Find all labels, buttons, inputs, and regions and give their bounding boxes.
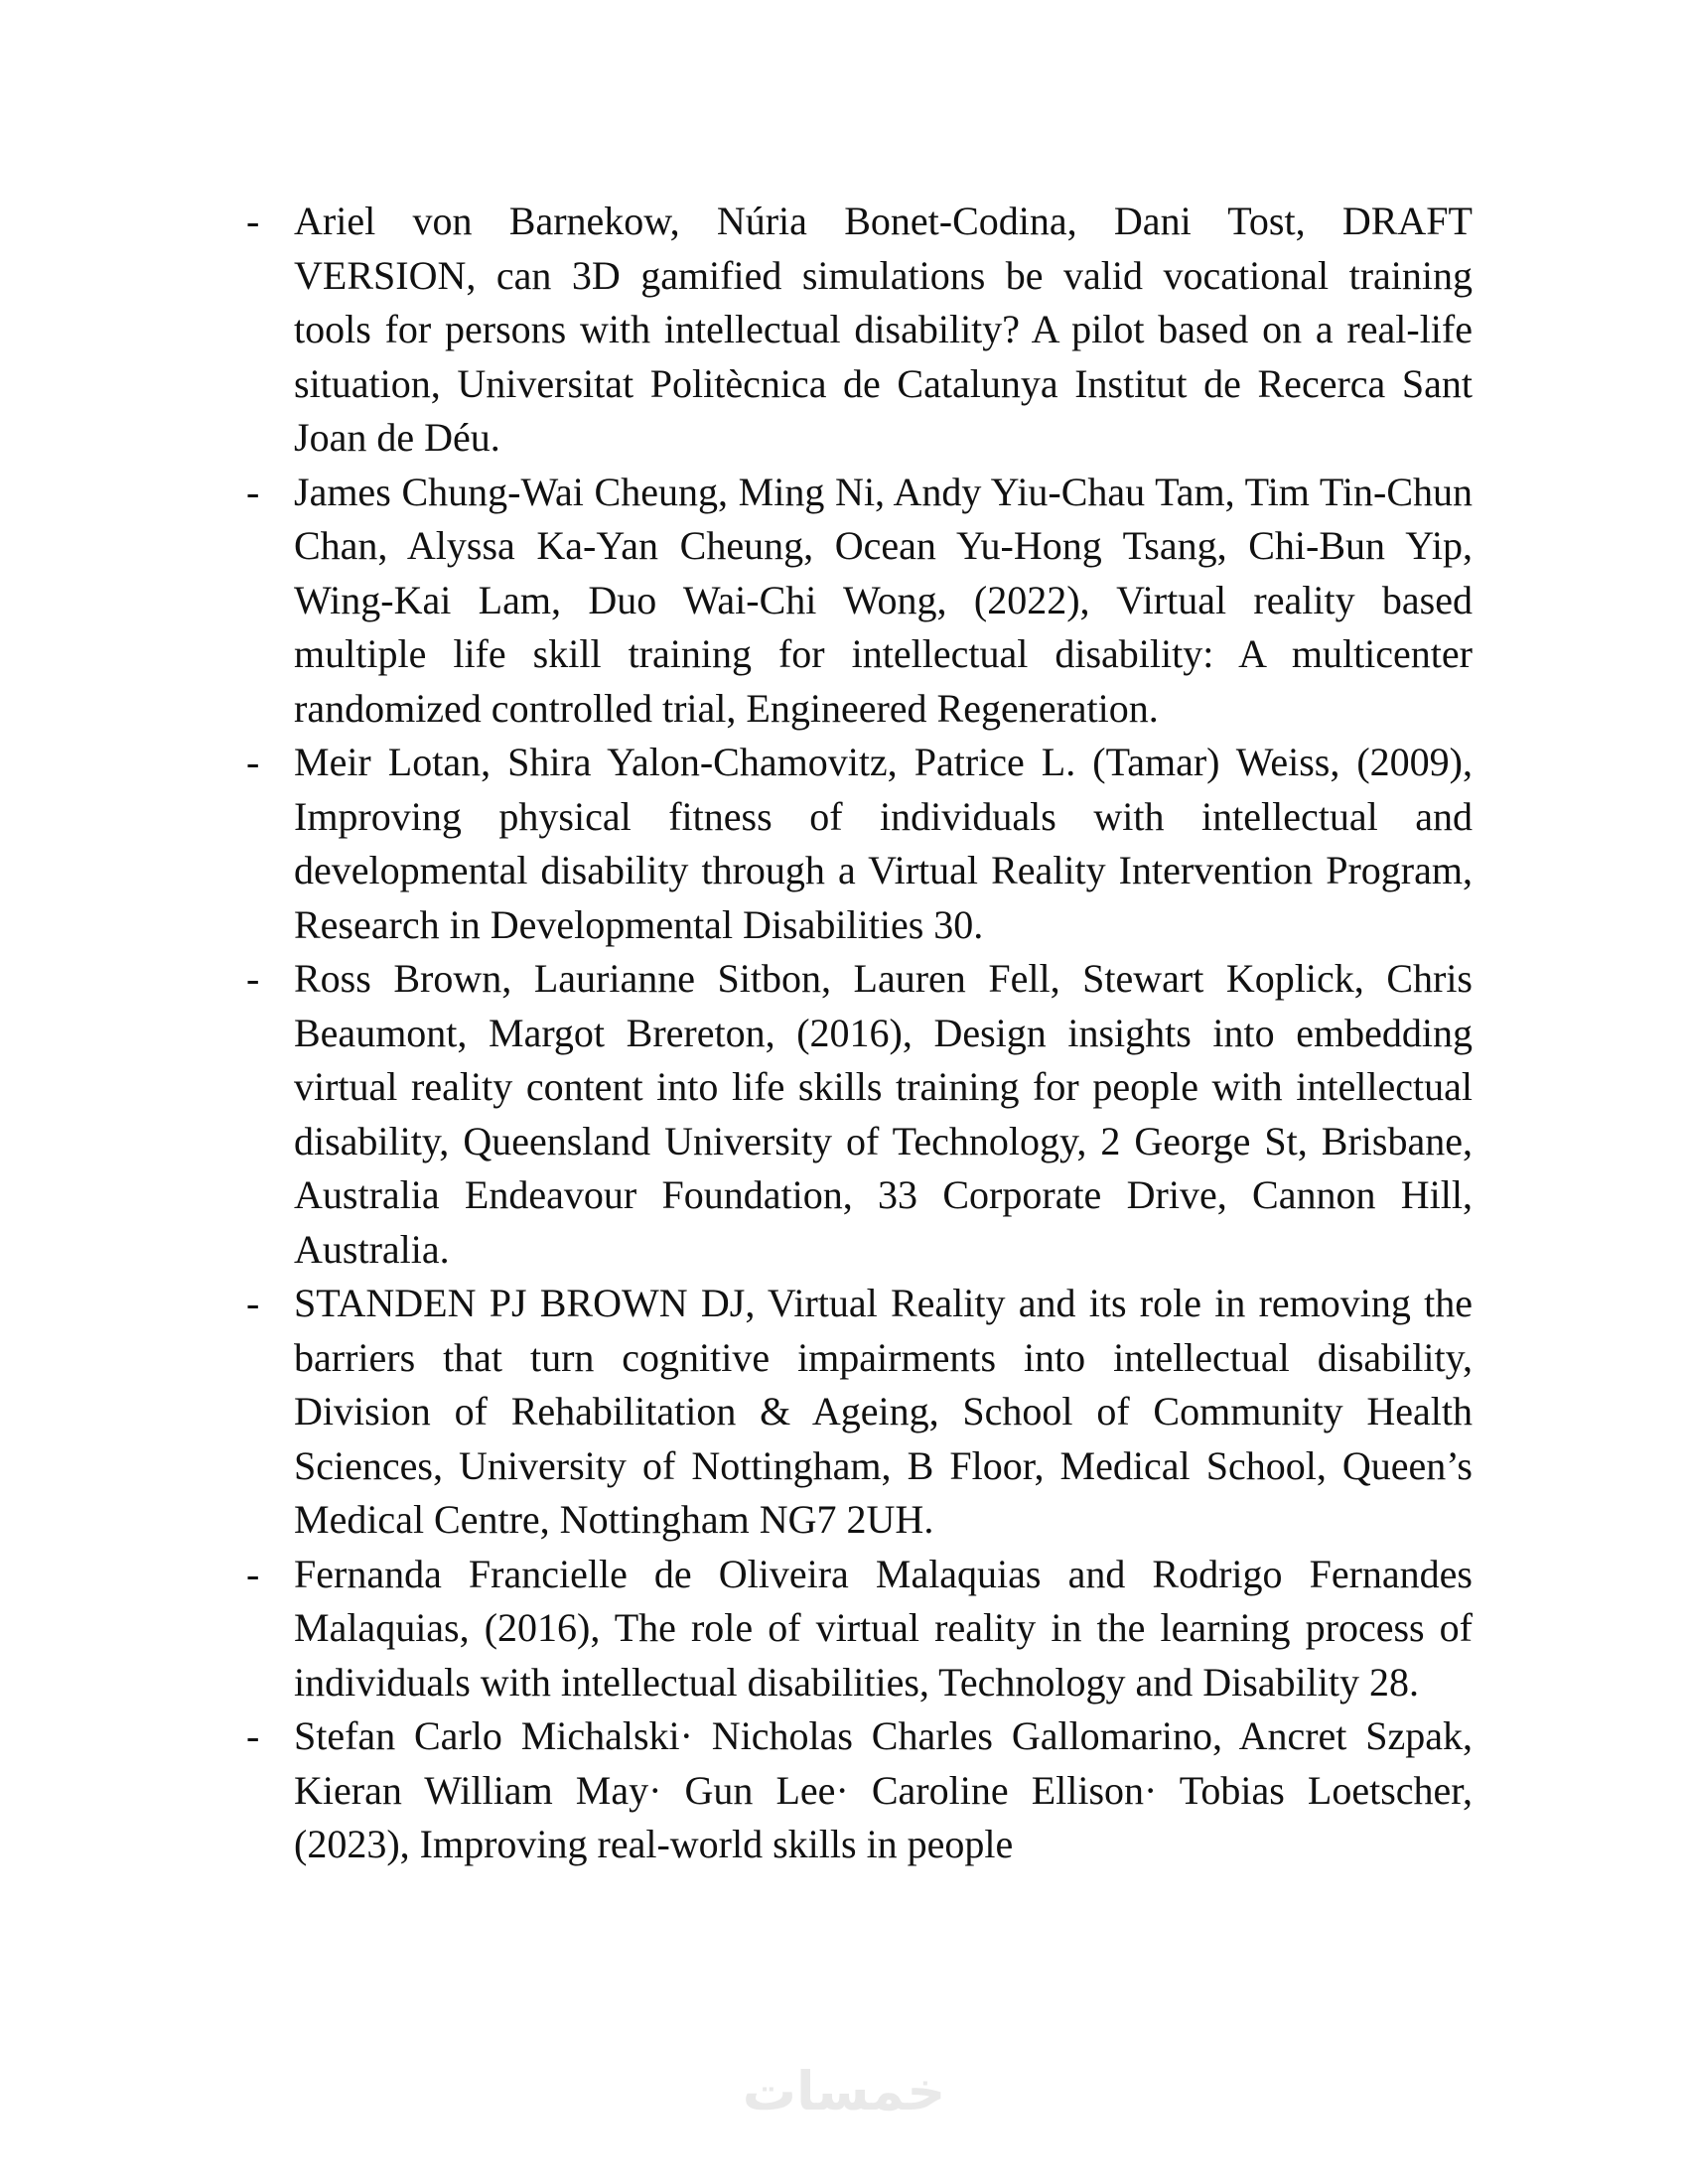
watermark-logo: خمسات	[742, 2060, 946, 2122]
reference-text: Fernanda Francielle de Oliveira Malaquias and Rodrigo Fernandes Malaquias, (2016), The role of virtual reality in the learning process of individuals with intellectual disabilities, Technology and Disability 28.	[294, 1551, 1473, 1705]
reference-text: Ross Brown, Laurianne Sitbon, Lauren Fell, Stewart Koplick, Chris Beaumont, Margot Brereton, (2016), Design insights into embedding virtual reality content into life skills training for people with intellectual disability, Queensland University of Technology, 2 George St, Brisbane, Australia Endeavour Foundation, 33 Corporate Drive, Cannon Hill, Australia.	[294, 956, 1473, 1272]
reference-item	[246, 1277, 1473, 1548]
reference-text: Ariel von Barnekow, Núria Bonet-Codina, Dani Tost, DRAFT VERSION, can 3D gamified simulations be valid vocational training tools for persons with intellectual disability? A pilot based on a real-life situation, Universitat Politècnica de Catalunya Institut de Recerca Sant Joan de Déu.	[294, 199, 1473, 460]
reference-item	[246, 466, 1473, 737]
reference-bullet: -	[246, 1551, 260, 1596]
reference-item	[246, 195, 1473, 466]
reference-bullet: -	[246, 956, 260, 1001]
reference-text: Meir Lotan, Shira Yalon-Chamovitz, Patrice L. (Tamar) Weiss, (2009), Improving physical fitness of individuals with intellectual and developmental disability through a Virtual Reality Intervention Program, Research in Developmental Disabilities 30.	[294, 740, 1473, 947]
reference-item	[246, 1548, 1473, 1710]
reference-list	[246, 195, 1473, 1872]
reference-text: STANDEN PJ BROWN DJ, Virtual Reality and its role in removing the barriers that turn cognitive impairments into intellectual disability, Division of Rehabilitation & Ageing, School of Community Health Sciences, University of Nottingham, B Floor, Medical School, Queen’s Medical Centre, Nottingham NG7 2UH.	[294, 1281, 1473, 1542]
reference-bullet: -	[246, 1713, 260, 1758]
reference-text: James Chung-Wai Cheung, Ming Ni, Andy Yiu-Chau Tam, Tim Tin-Chun Chan, Alyssa Ka-Yan Cheung, Ocean Yu-Hong Tsang, Chi-Bun Yip, Wing-Kai Lam, Duo Wai-Chi Wong, (2022), Virtual reality based multiple life skill training for intellectual disability: A multicenter randomized controlled trial, Engineered Regeneration.	[294, 469, 1473, 731]
reference-bullet: -	[246, 199, 260, 243]
reference-item	[246, 1709, 1473, 1872]
reference-text: Stefan Carlo Michalski· Nicholas Charles Gallomarino, Ancret Szpak, Kieran William May· Gun Lee· Caroline Ellison· Tobias Loetscher, (2023), Improving real-world skills in people	[294, 1713, 1473, 1866]
reference-bullet: -	[246, 740, 260, 784]
reference-item	[246, 952, 1473, 1277]
reference-bullet: -	[246, 469, 260, 514]
reference-item	[246, 736, 1473, 952]
reference-bullet: -	[246, 1281, 260, 1325]
